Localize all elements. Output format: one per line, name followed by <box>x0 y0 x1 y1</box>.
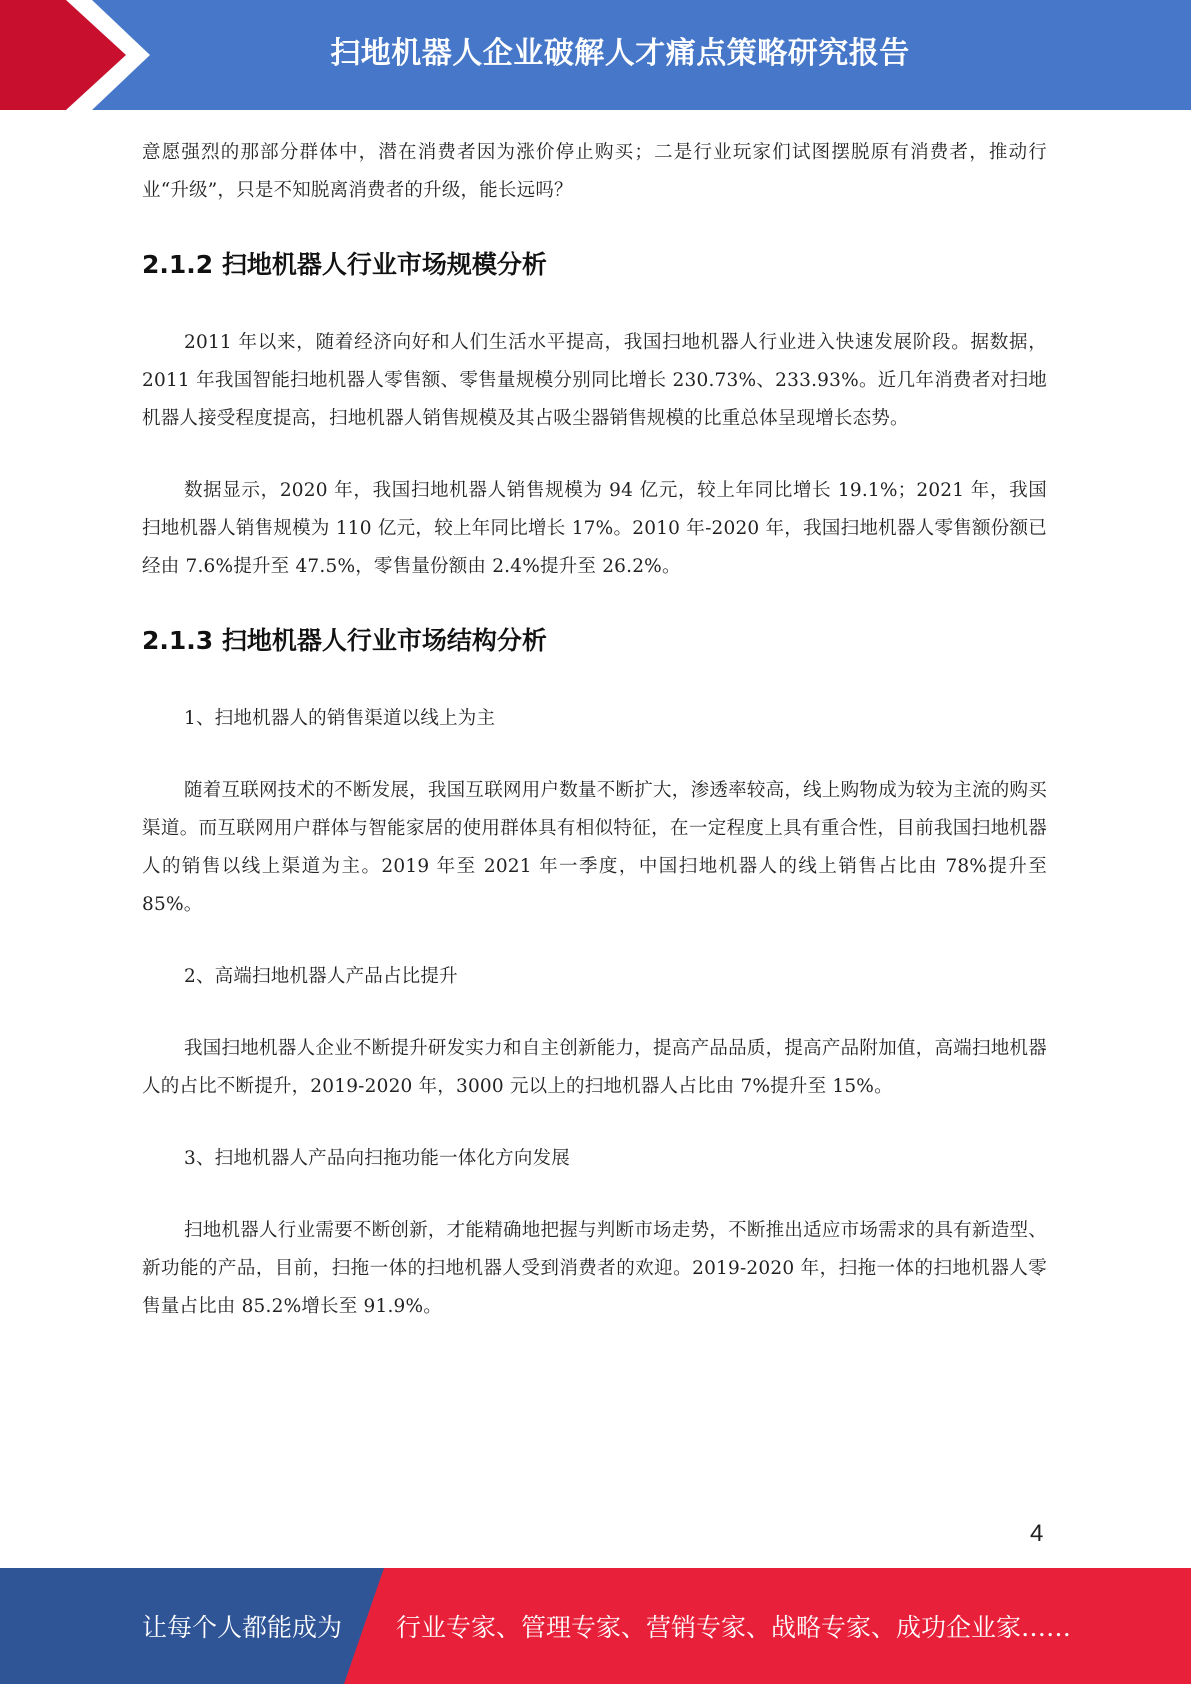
section-heading-2-1-2: 2.1.2 扫地机器人行业市场规模分析 <box>142 250 547 279</box>
list-item-title: 1、扫地机器人的销售渠道以线上为主 <box>184 708 496 729</box>
intro-paragraph: 意愿强烈的那部分群体中，潜在消费者因为涨价停止购买；二是行业玩家们试图摆脱原有消费者，推动行业“升级”，只是不知脱离消费者的升级，能长远吗？ <box>142 142 1047 201</box>
page-content <box>142 134 1047 1326</box>
footer-slogan-left: 让每个人都能成为 <box>142 1613 343 1642</box>
paragraph: 2011 年以来，随着经济向好和人们生活水平提高，我国扫地机器人行业进入快速发展阶段。据数据，2011 年我国智能扫地机器人零售额、零售量规模分别同比增长 230.73%、233.93%。近几年消费者对扫地机器人接受程度提高，扫地机器人销售规模及其占吸尘器销售规模的比重总体呈现增长态势。 <box>142 332 1047 429</box>
paragraph: 数据显示，2020 年，我国扫地机器人销售规模为 94 亿元，较上年同比增长 19.1%；2021 年，我国扫地机器人销售规模为 110 亿元，较上年同比增长 17%。2010 年-2020 年，我国扫地机器人零售额份额已经由 7.6%提升至 47.5%，零售量份额由 2.4%提升至 26.2%。 <box>142 480 1047 577</box>
page-header <box>0 0 1191 110</box>
section-heading-2-1-3: 2.1.3 扫地机器人行业市场结构分析 <box>142 626 547 655</box>
report-title: 扫地机器人企业破解人才痛点策略研究报告 <box>330 36 910 71</box>
page-footer <box>0 1568 1191 1684</box>
page-number: 4 <box>1030 1520 1044 1547</box>
list-item-title: 3、扫地机器人产品向扫拖功能一体化方向发展 <box>184 1148 570 1169</box>
footer-slogan-right: 行业专家、管理专家、营销专家、战略专家、成功企业家…… <box>396 1613 1072 1642</box>
paragraph: 我国扫地机器人企业不断提升研发实力和自主创新能力，提高产品品质，提高产品附加值，高端扫地机器人的占比不断提升，2019-2020 年，3000 元以上的扫地机器人占比由 7%提升至 15%。 <box>142 1038 1047 1097</box>
list-item-title: 2、高端扫地机器人产品占比提升 <box>184 966 458 987</box>
paragraph: 随着互联网技术的不断发展，我国互联网用户数量不断扩大，渗透率较高，线上购物成为较为主流的购买渠道。而互联网用户群体与智能家居的使用群体具有相似特征，在一定程度上具有重合性，目前我国扫地机器人的销售以线上渠道为主。2019 年至 2021 年一季度，中国扫地机器人的线上销售占比由 78%提升至 85%。 <box>142 780 1047 915</box>
paragraph: 扫地机器人行业需要不断创新，才能精确地把握与判断市场走势，不断推出适应市场需求的具有新造型、新功能的产品，目前，扫拖一体的扫地机器人受到消费者的欢迎。2019-2020 年，扫拖一体的扫地机器人零售量占比由 85.2%增长至 91.9%。 <box>142 1220 1047 1317</box>
